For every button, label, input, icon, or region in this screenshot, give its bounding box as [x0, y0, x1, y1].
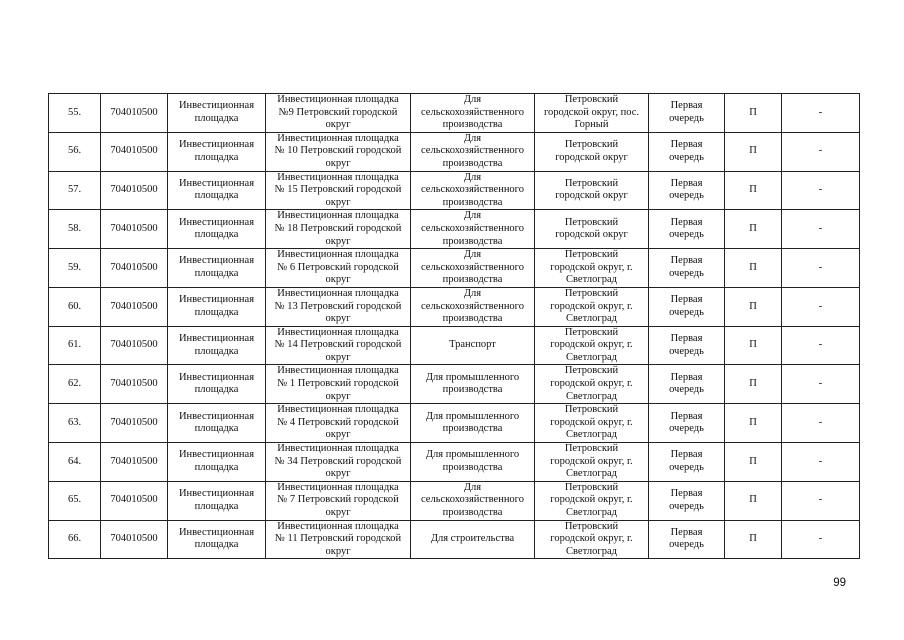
oktmo-code-cell: 704010500: [101, 404, 168, 443]
purpose-cell: Для сельскохозяйственного производства: [411, 132, 535, 171]
object-type-cell: Инвестиционная площадка: [168, 287, 266, 326]
object-type-cell: Инвестиционная площадка: [168, 171, 266, 210]
note-cell: -: [782, 210, 860, 249]
purpose-cell: Для сельскохозяйственного производства: [411, 249, 535, 288]
purpose-cell: Для сельскохозяйственного производства: [411, 481, 535, 520]
queue-cell: Первая очередь: [649, 210, 725, 249]
table-row: [49, 132, 860, 171]
status-cell: П: [725, 132, 782, 171]
oktmo-code-cell: 704010500: [101, 287, 168, 326]
oktmo-code-cell: 704010500: [101, 443, 168, 482]
note-cell: -: [782, 94, 860, 133]
object-name-cell: Инвестиционная площадка № 7 Петровский городской округ: [266, 481, 411, 520]
purpose-cell: Для строительства: [411, 520, 535, 559]
oktmo-code-cell: 704010500: [101, 210, 168, 249]
purpose-cell: Для промышленного производства: [411, 404, 535, 443]
queue-cell: Первая очередь: [649, 171, 725, 210]
location-cell: Петровский городской округ, г. Светлоград: [535, 404, 649, 443]
location-cell: Петровский городской округ: [535, 132, 649, 171]
object-name-cell: Инвестиционная площадка № 15 Петровский городской округ: [266, 171, 411, 210]
purpose-cell: Для промышленного производства: [411, 365, 535, 404]
status-cell: П: [725, 94, 782, 133]
table-body: [49, 94, 860, 559]
row-number-cell: 57.: [49, 171, 101, 210]
oktmo-code-cell: 704010500: [101, 326, 168, 365]
note-cell: -: [782, 481, 860, 520]
status-cell: П: [725, 249, 782, 288]
status-cell: П: [725, 171, 782, 210]
note-cell: -: [782, 326, 860, 365]
object-type-cell: Инвестиционная площадка: [168, 443, 266, 482]
row-number-cell: 56.: [49, 132, 101, 171]
object-name-cell: Инвестиционная площадка № 4 Петровский городской округ: [266, 404, 411, 443]
object-name-cell: Инвестиционная площадка № 11 Петровский городской округ: [266, 520, 411, 559]
object-type-cell: Инвестиционная площадка: [168, 94, 266, 133]
object-type-cell: Инвестиционная площадка: [168, 210, 266, 249]
object-name-cell: Инвестиционная площадка №9 Петровский городской округ: [266, 94, 411, 133]
status-cell: П: [725, 365, 782, 404]
row-number-cell: 60.: [49, 287, 101, 326]
table-row: [49, 94, 860, 133]
object-name-cell: Инвестиционная площадка № 34 Петровский городской округ: [266, 443, 411, 482]
row-number-cell: 64.: [49, 443, 101, 482]
row-number-cell: 61.: [49, 326, 101, 365]
oktmo-code-cell: 704010500: [101, 520, 168, 559]
queue-cell: Первая очередь: [649, 132, 725, 171]
location-cell: Петровский городской округ, г. Светлоград: [535, 326, 649, 365]
note-cell: -: [782, 520, 860, 559]
queue-cell: Первая очередь: [649, 443, 725, 482]
oktmo-code-cell: 704010500: [101, 171, 168, 210]
oktmo-code-cell: 704010500: [101, 481, 168, 520]
object-type-cell: Инвестиционная площадка: [168, 365, 266, 404]
location-cell: Петровский городской округ, г. Светлоград: [535, 443, 649, 482]
status-cell: П: [725, 404, 782, 443]
object-name-cell: Инвестиционная площадка № 6 Петровский городской округ: [266, 249, 411, 288]
queue-cell: Первая очередь: [649, 326, 725, 365]
table-row: [49, 481, 860, 520]
object-type-cell: Инвестиционная площадка: [168, 132, 266, 171]
status-cell: П: [725, 481, 782, 520]
row-number-cell: 66.: [49, 520, 101, 559]
row-number-cell: 65.: [49, 481, 101, 520]
status-cell: П: [725, 443, 782, 482]
note-cell: -: [782, 171, 860, 210]
row-number-cell: 55.: [49, 94, 101, 133]
oktmo-code-cell: 704010500: [101, 365, 168, 404]
table-row: [49, 210, 860, 249]
queue-cell: Первая очередь: [649, 365, 725, 404]
table-row: [49, 171, 860, 210]
purpose-cell: Для сельскохозяйственного производства: [411, 287, 535, 326]
location-cell: Петровский городской округ: [535, 171, 649, 210]
purpose-cell: Для промышленного производства: [411, 443, 535, 482]
row-number-cell: 59.: [49, 249, 101, 288]
row-number-cell: 62.: [49, 365, 101, 404]
location-cell: Петровский городской округ, г. Светлоград: [535, 481, 649, 520]
status-cell: П: [725, 326, 782, 365]
note-cell: -: [782, 404, 860, 443]
location-cell: Петровский городской округ, г. Светлоград: [535, 249, 649, 288]
queue-cell: Первая очередь: [649, 94, 725, 133]
queue-cell: Первая очередь: [649, 520, 725, 559]
note-cell: -: [782, 365, 860, 404]
location-cell: Петровский городской округ, г. Светлоград: [535, 287, 649, 326]
oktmo-code-cell: 704010500: [101, 94, 168, 133]
object-name-cell: Инвестиционная площадка № 1 Петровский городской округ: [266, 365, 411, 404]
location-cell: Петровский городской округ, г. Светлоград: [535, 365, 649, 404]
object-type-cell: Инвестиционная площадка: [168, 326, 266, 365]
queue-cell: Первая очередь: [649, 287, 725, 326]
status-cell: П: [725, 287, 782, 326]
purpose-cell: Для сельскохозяйственного производства: [411, 171, 535, 210]
page-number: 99: [833, 577, 846, 589]
object-type-cell: Инвестиционная площадка: [168, 249, 266, 288]
object-name-cell: Инвестиционная площадка № 10 Петровский городской округ: [266, 132, 411, 171]
object-name-cell: Инвестиционная площадка № 18 Петровский городской округ: [266, 210, 411, 249]
note-cell: -: [782, 132, 860, 171]
oktmo-code-cell: 704010500: [101, 249, 168, 288]
queue-cell: Первая очередь: [649, 404, 725, 443]
location-cell: Петровский городской округ, г. Светлоград: [535, 520, 649, 559]
purpose-cell: Для сельскохозяйственного производства: [411, 94, 535, 133]
table-row: [49, 443, 860, 482]
queue-cell: Первая очередь: [649, 249, 725, 288]
purpose-cell: Для сельскохозяйственного производства: [411, 210, 535, 249]
object-type-cell: Инвестиционная площадка: [168, 481, 266, 520]
investment-sites-table: [48, 93, 860, 559]
status-cell: П: [725, 520, 782, 559]
note-cell: -: [782, 443, 860, 482]
row-number-cell: 58.: [49, 210, 101, 249]
location-cell: Петровский городской округ, пос. Горный: [535, 94, 649, 133]
status-cell: П: [725, 210, 782, 249]
table-row: [49, 249, 860, 288]
location-cell: Петровский городской округ: [535, 210, 649, 249]
row-number-cell: 63.: [49, 404, 101, 443]
table-row: [49, 404, 860, 443]
table-row: [49, 326, 860, 365]
table-row: [49, 365, 860, 404]
note-cell: -: [782, 287, 860, 326]
object-name-cell: Инвестиционная площадка № 14 Петровский городской округ: [266, 326, 411, 365]
queue-cell: Первая очередь: [649, 481, 725, 520]
object-name-cell: Инвестиционная площадка № 13 Петровский городской округ: [266, 287, 411, 326]
table-row: [49, 520, 860, 559]
table-row: [49, 287, 860, 326]
object-type-cell: Инвестиционная площадка: [168, 404, 266, 443]
note-cell: -: [782, 249, 860, 288]
purpose-cell: Транспорт: [411, 326, 535, 365]
oktmo-code-cell: 704010500: [101, 132, 168, 171]
object-type-cell: Инвестиционная площадка: [168, 520, 266, 559]
